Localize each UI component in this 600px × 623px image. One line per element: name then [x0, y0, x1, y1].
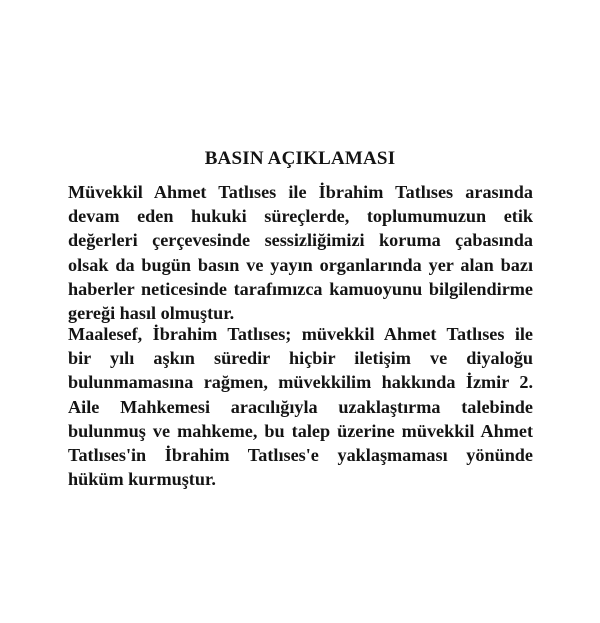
- paragraph-line: hüküm kurmuştur.: [68, 469, 216, 490]
- paragraph-line: bulunmamasına rağmen, müvekkilim hakkında İzmir 2.: [68, 372, 533, 393]
- paragraph-line: Aile Mahkemesi aracılığıyla uzaklaştırma talebinde: [68, 396, 533, 417]
- paragraph-line: bir yılı aşkın süredir hiçbir iletişim ve diyaloğu: [68, 348, 533, 369]
- paragraph-1: [68, 180, 533, 325]
- paragraph-line: devam eden hukuki süreçlerde, toplumumuzun etik: [68, 206, 533, 227]
- paragraph-line: Müvekkil Ahmet Tatlıses ile İbrahim Tatlıses arasında: [68, 182, 533, 202]
- document-title: BASIN AÇIKLAMASI: [204, 148, 396, 169]
- paragraph-line: olsak da bugün basın ve yayın organlarında yer alan bazı: [68, 254, 533, 275]
- paragraph-line: Maalesef, İbrahim Tatlıses; müvekkil Ahmet Tatlıses ile: [68, 324, 533, 344]
- paragraph-2: [68, 322, 533, 491]
- paragraph-line: haberler neticesinde tarafımızca kamuoyunu bilgilendirme: [68, 278, 533, 299]
- paragraph-line: Tatlıses'in İbrahim Tatlıses'e yaklaşmaması yönünde: [68, 444, 533, 465]
- paragraph-line: değerleri çerçevesinde sessizliğimizi koruma çabasında: [68, 230, 533, 251]
- paragraph-line: gereği hasıl olmuştur.: [68, 302, 235, 323]
- paragraph-line: bulunmuş ve mahkeme, bu talep üzerine müvekkil Ahmet: [68, 420, 533, 441]
